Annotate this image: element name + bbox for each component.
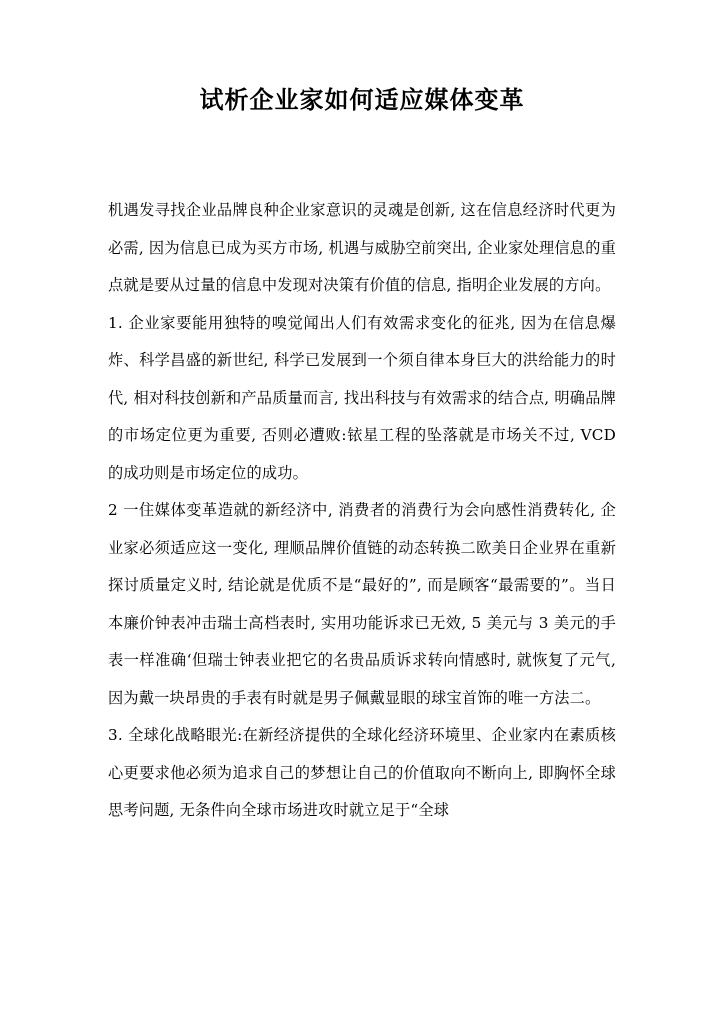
paragraph-1: 机遇发寻找企业品牌良种企业家意识的灵魂是创新, 这在信息经济时代更为必需, 因为信息已成为买方市场, 机遇与威胁空前突出, 企业家处理信息的重点就是要从过量的信息中发现对决策有价值的信息, 指明企业发展的方向。 bbox=[108, 201, 616, 294]
paragraph-4: 3. 全球化战略眼光:在新经济提供的全球化经济环境里、企业家内在素质核心更要求他必须为追求自己的梦想让自己的价值取向不断向上, 即胸怀全球思考问题, 无条件向全球市场进攻时就立足于“全球 bbox=[108, 726, 616, 819]
document-body bbox=[108, 62, 616, 830]
paragraph-2: 1. 企业家要能用独特的嗅觉闻出人们有效需求变化的征兆, 因为在信息爆炸、科学昌盛的新世纪, 科学已发展到一个须自律本身巨大的洪给能力的时代, 相对科技创新和产品质量而言, 找出科技与有效需求的结合点, 明确品牌的市场定位更为重要, 否则必遭败:铱星工程的坠落就是市场关不过, VCD 的成功则是市场定位的成功。 bbox=[108, 313, 616, 482]
title-spacer bbox=[108, 118, 616, 192]
paragraph-3: 2 一住媒体变革造就的新经济中, 消费者的消费行为会向感性消费转化, 企业家必须适应这一变化, 理顺品牌价值链的动态转换二欧美日企业界在重新探讨质量定义时, 结论就是优质不是“最好的”, 而是顾客“最需要的”。当日本廉价钟表冲击瑞士高档表时, 实用功能诉求已无效, 5 美元与 3 美元的手表一样准确‘但瑞士钟表业把它的名贵品质诉求转向情感时, 就恢复了元气, 因为戴一块昂贵的手表有时就是男子佩戴显眼的球宝首饰的唯一方法二。 bbox=[108, 501, 616, 707]
page-title: 试析企业家如何适应媒体变革 bbox=[199, 85, 525, 114]
